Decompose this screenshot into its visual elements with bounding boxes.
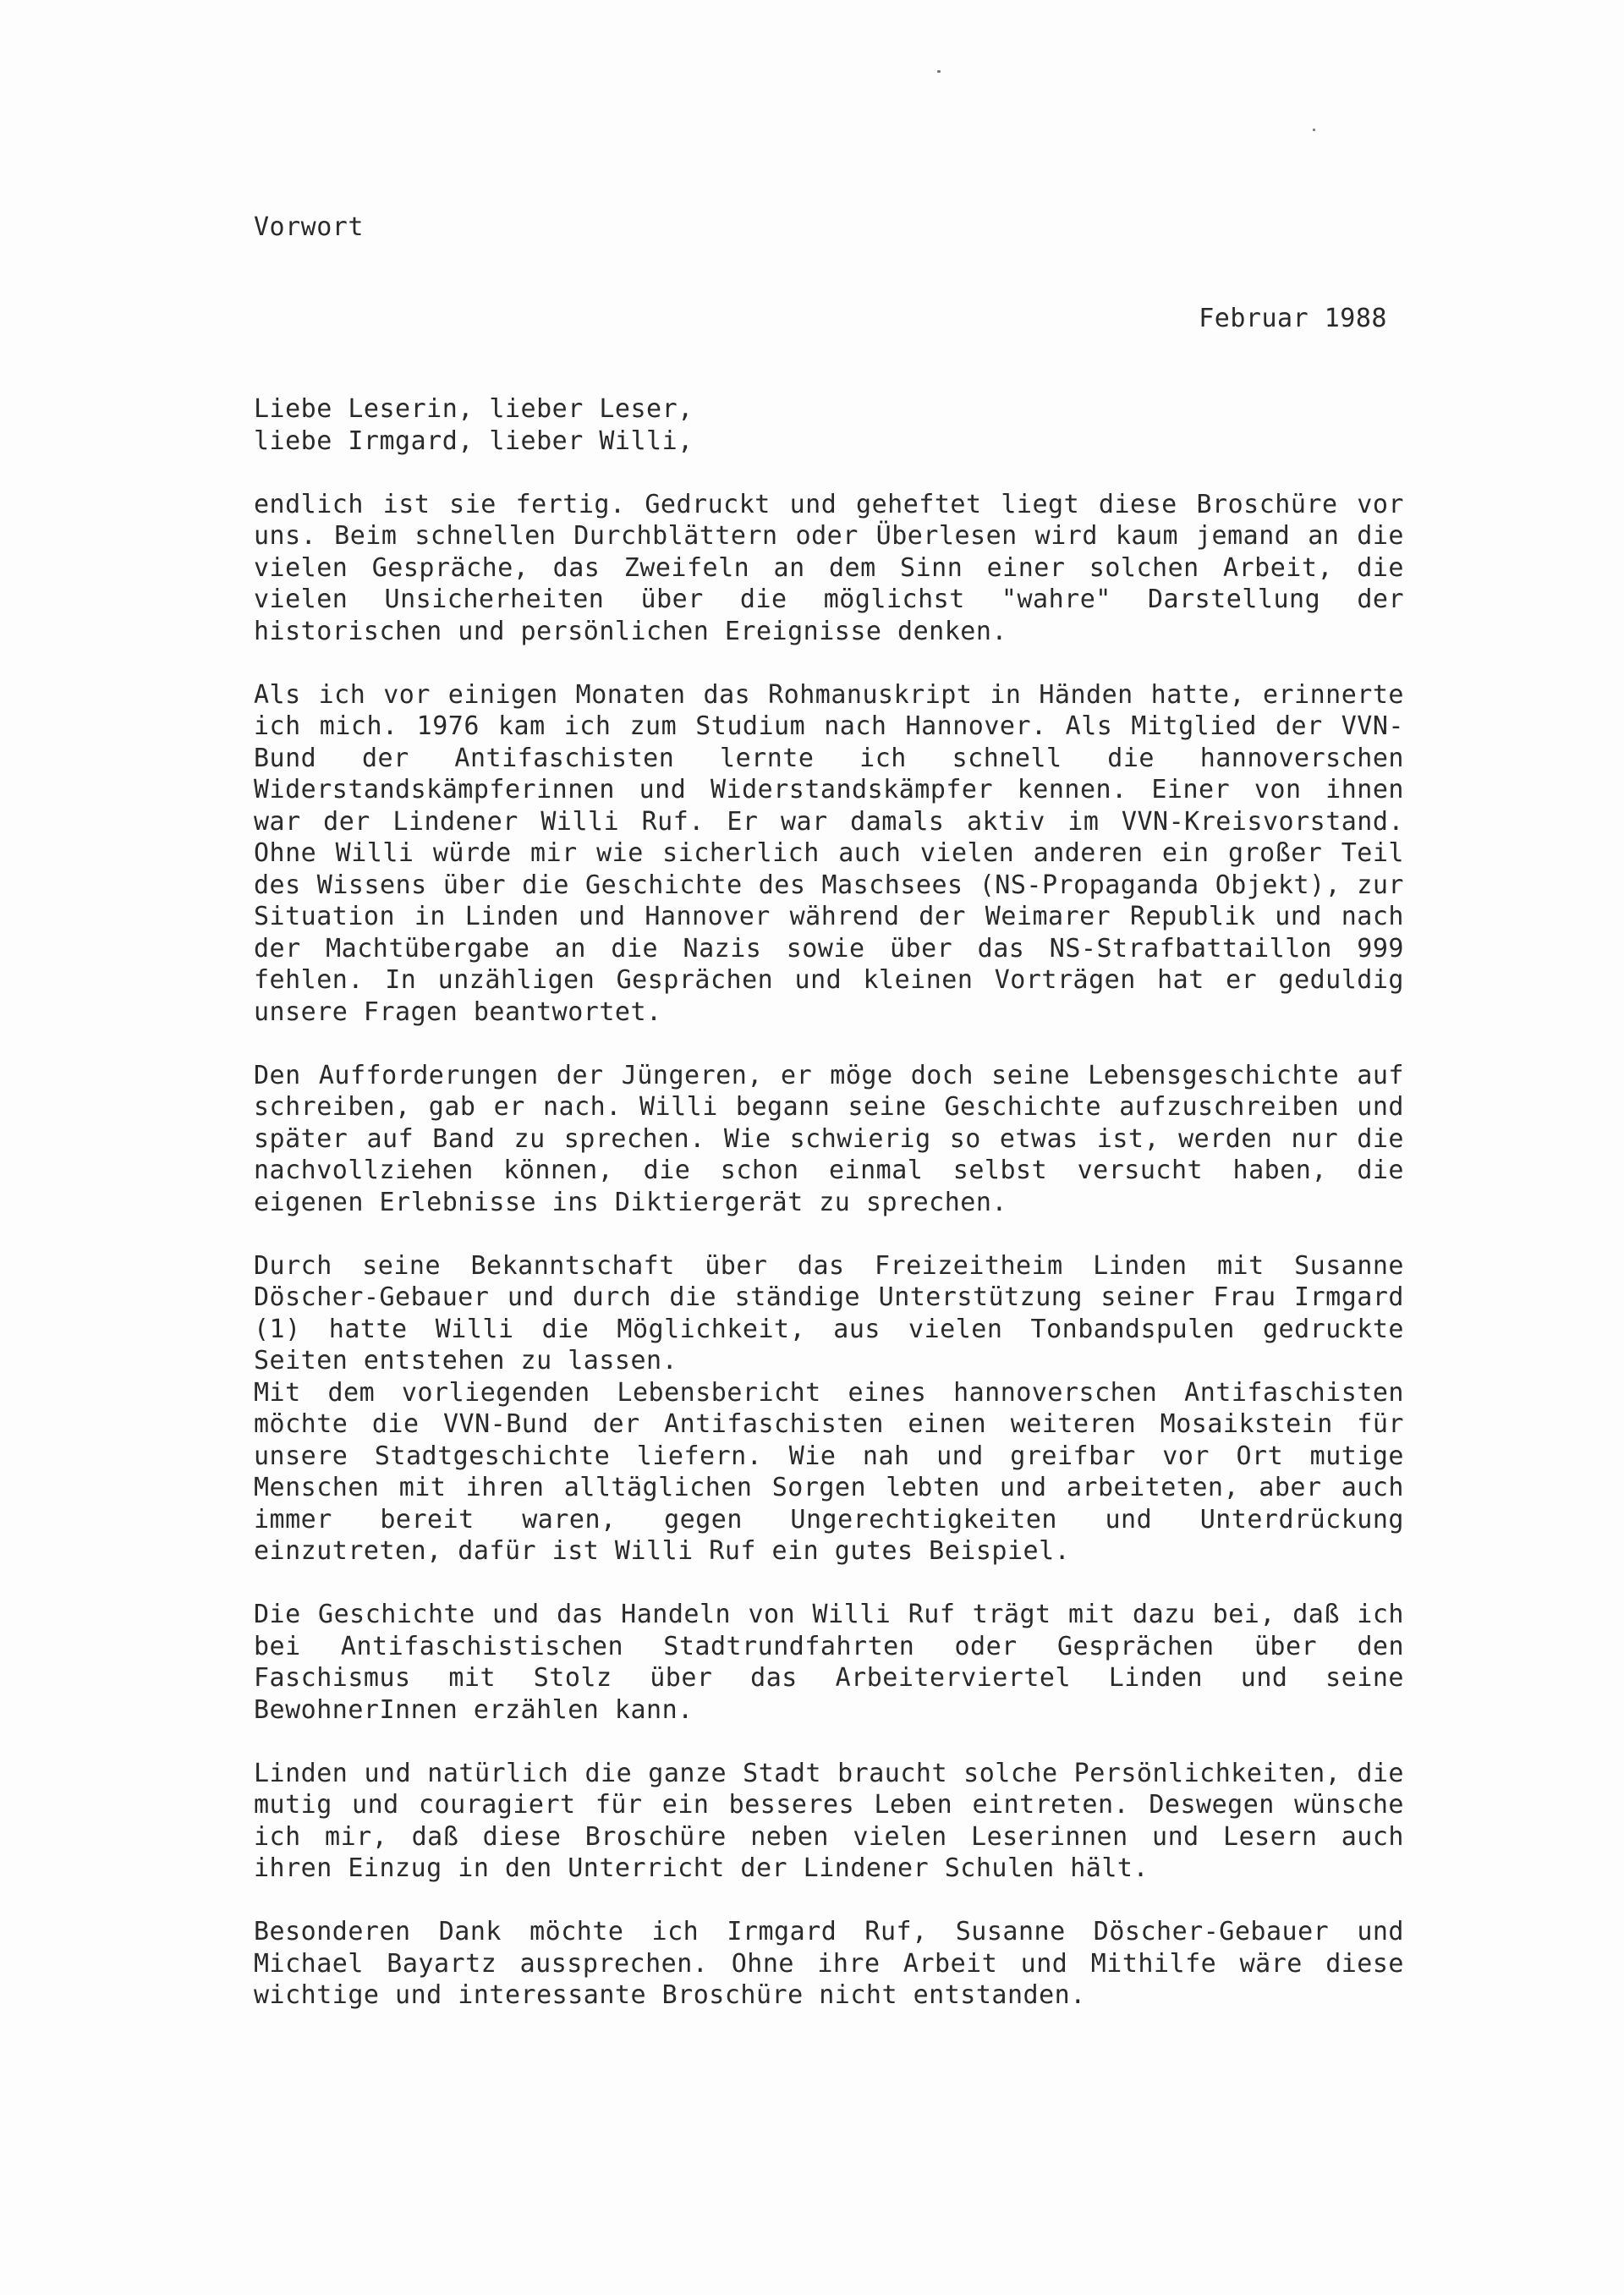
salutation-line: Liebe Leserin, lieber Leser, <box>254 394 694 424</box>
paragraph: Besonderen Dank möchte ich Irmgard Ruf, Susanne Döscher-Gebauer und Michael Bayartz aussprechen. Ohne ihre Arbeit und Mithilfe wäre diese wichtige und interessante Broschüre nicht entstanden. <box>254 1917 1404 2010</box>
page-heading: Vorwort <box>254 212 364 242</box>
letter-date: Februar 1988 <box>1199 303 1387 333</box>
paragraph: Mit dem vorliegenden Lebensbericht eines hannoverschen Antifaschisten möchte die VVN-Bund der Antifaschisten einen weiteren Mosaikstein für unsere Stadtgeschichte liefern. Wie nah und greifbar vor Ort mutige Menschen mit ihren alltäglichen Sorgen lebten und arbeiteten, aber auch immer bereit waren, gegen Ungerechtigkeiten und Unterdrückung einzutreten, dafür ist Willi Ruf ein gutes Beispiel. <box>254 1377 1404 1566</box>
typed-letter <box>254 211 1404 2012</box>
paragraph: Den Aufforderungen der Jüngeren, er möge doch seine Lebensgeschichte auf schreiben, gab er nach. Willi begann seine Geschichte aufzuschreiben und später auf Band zu sprechen. Wie schwierig so etwas ist, werden nur die nachvollziehen können, die schon einmal selbst versucht haben, die eigenen Erlebnisse ins Diktiergerät zu sprechen. <box>254 1060 1404 1217</box>
paragraph: endlich ist sie fertig. Gedruckt und geheftet liegt diese Broschüre vor uns. Beim schnellen Durchblättern oder Überlesen wird kaum jemand an die vielen Gespräche, das Zweifeln an dem Sinn einer solchen Arbeit, die vielen Unsicherheiten über die möglichst "wahre" Darstellung der historischen und persönlichen Ereignisse denken. <box>254 489 1404 646</box>
scan-speck <box>937 70 941 73</box>
paragraph: Linden und natürlich die ganze Stadt braucht solche Persönlichkeiten, die mutig und couragiert für ein besseres Leben eintreten. Deswegen wünsche ich mir, daß diese Broschüre neben vielen Leserinnen und Lesern auch ihren Einzug in den Unterricht der Lindener Schulen hält. <box>254 1758 1404 1883</box>
scan-speck <box>1313 129 1315 131</box>
paragraph: Die Geschichte und das Handeln von Willi Ruf trägt mit dazu bei, daß ich bei Antifaschistischen Stadtrundfahrten oder Gesprächen über den Faschismus mit Stolz über das Arbeiterviertel Linden und seine BewohnerInnen erzählen kann. <box>254 1600 1404 1725</box>
salutation <box>254 393 1404 457</box>
salutation-line: liebe Irmgard, lieber Willi, <box>254 426 694 456</box>
paragraph: Durch seine Bekanntschaft über das Freizeitheim Linden mit Susanne Döscher-Gebauer und durch die ständige Unterstützung seiner Frau Irmgard (1) hatte Willi die Möglichkeit, aus vielen Tonbandspulen gedruckte Seiten entstehen zu lassen. <box>254 1250 1404 1375</box>
paragraph: Als ich vor einigen Monaten das Rohmanuskript in Händen hatte, erinnerte ich mich. 1976 kam ich zum Studium nach Hannover. Als Mitglied der VVN-Bund der Antifaschisten lernte ich schnell die hannoverschen Widerstandskämpferinnen und Widerstandskämpfer kennen. Einer von ihnen war der Lindener Willi Ruf. Er war damals aktiv im VVN-Kreisvorstand. Ohne Willi würde mir wie sicherlich auch vielen anderen ein großer Teil des Wissens über die Geschichte des Maschsees (NS-Propaganda Objekt), zur Situation in Linden und Hannover während der Weimarer Republik und nach der Machtübergabe an die Nazis sowie über das NS-Strafbattaillon 999 fehlen. In unzähligen Gesprächen und kleinen Vorträgen hat er geduldig unsere Fragen beantwortet. <box>254 679 1404 1027</box>
